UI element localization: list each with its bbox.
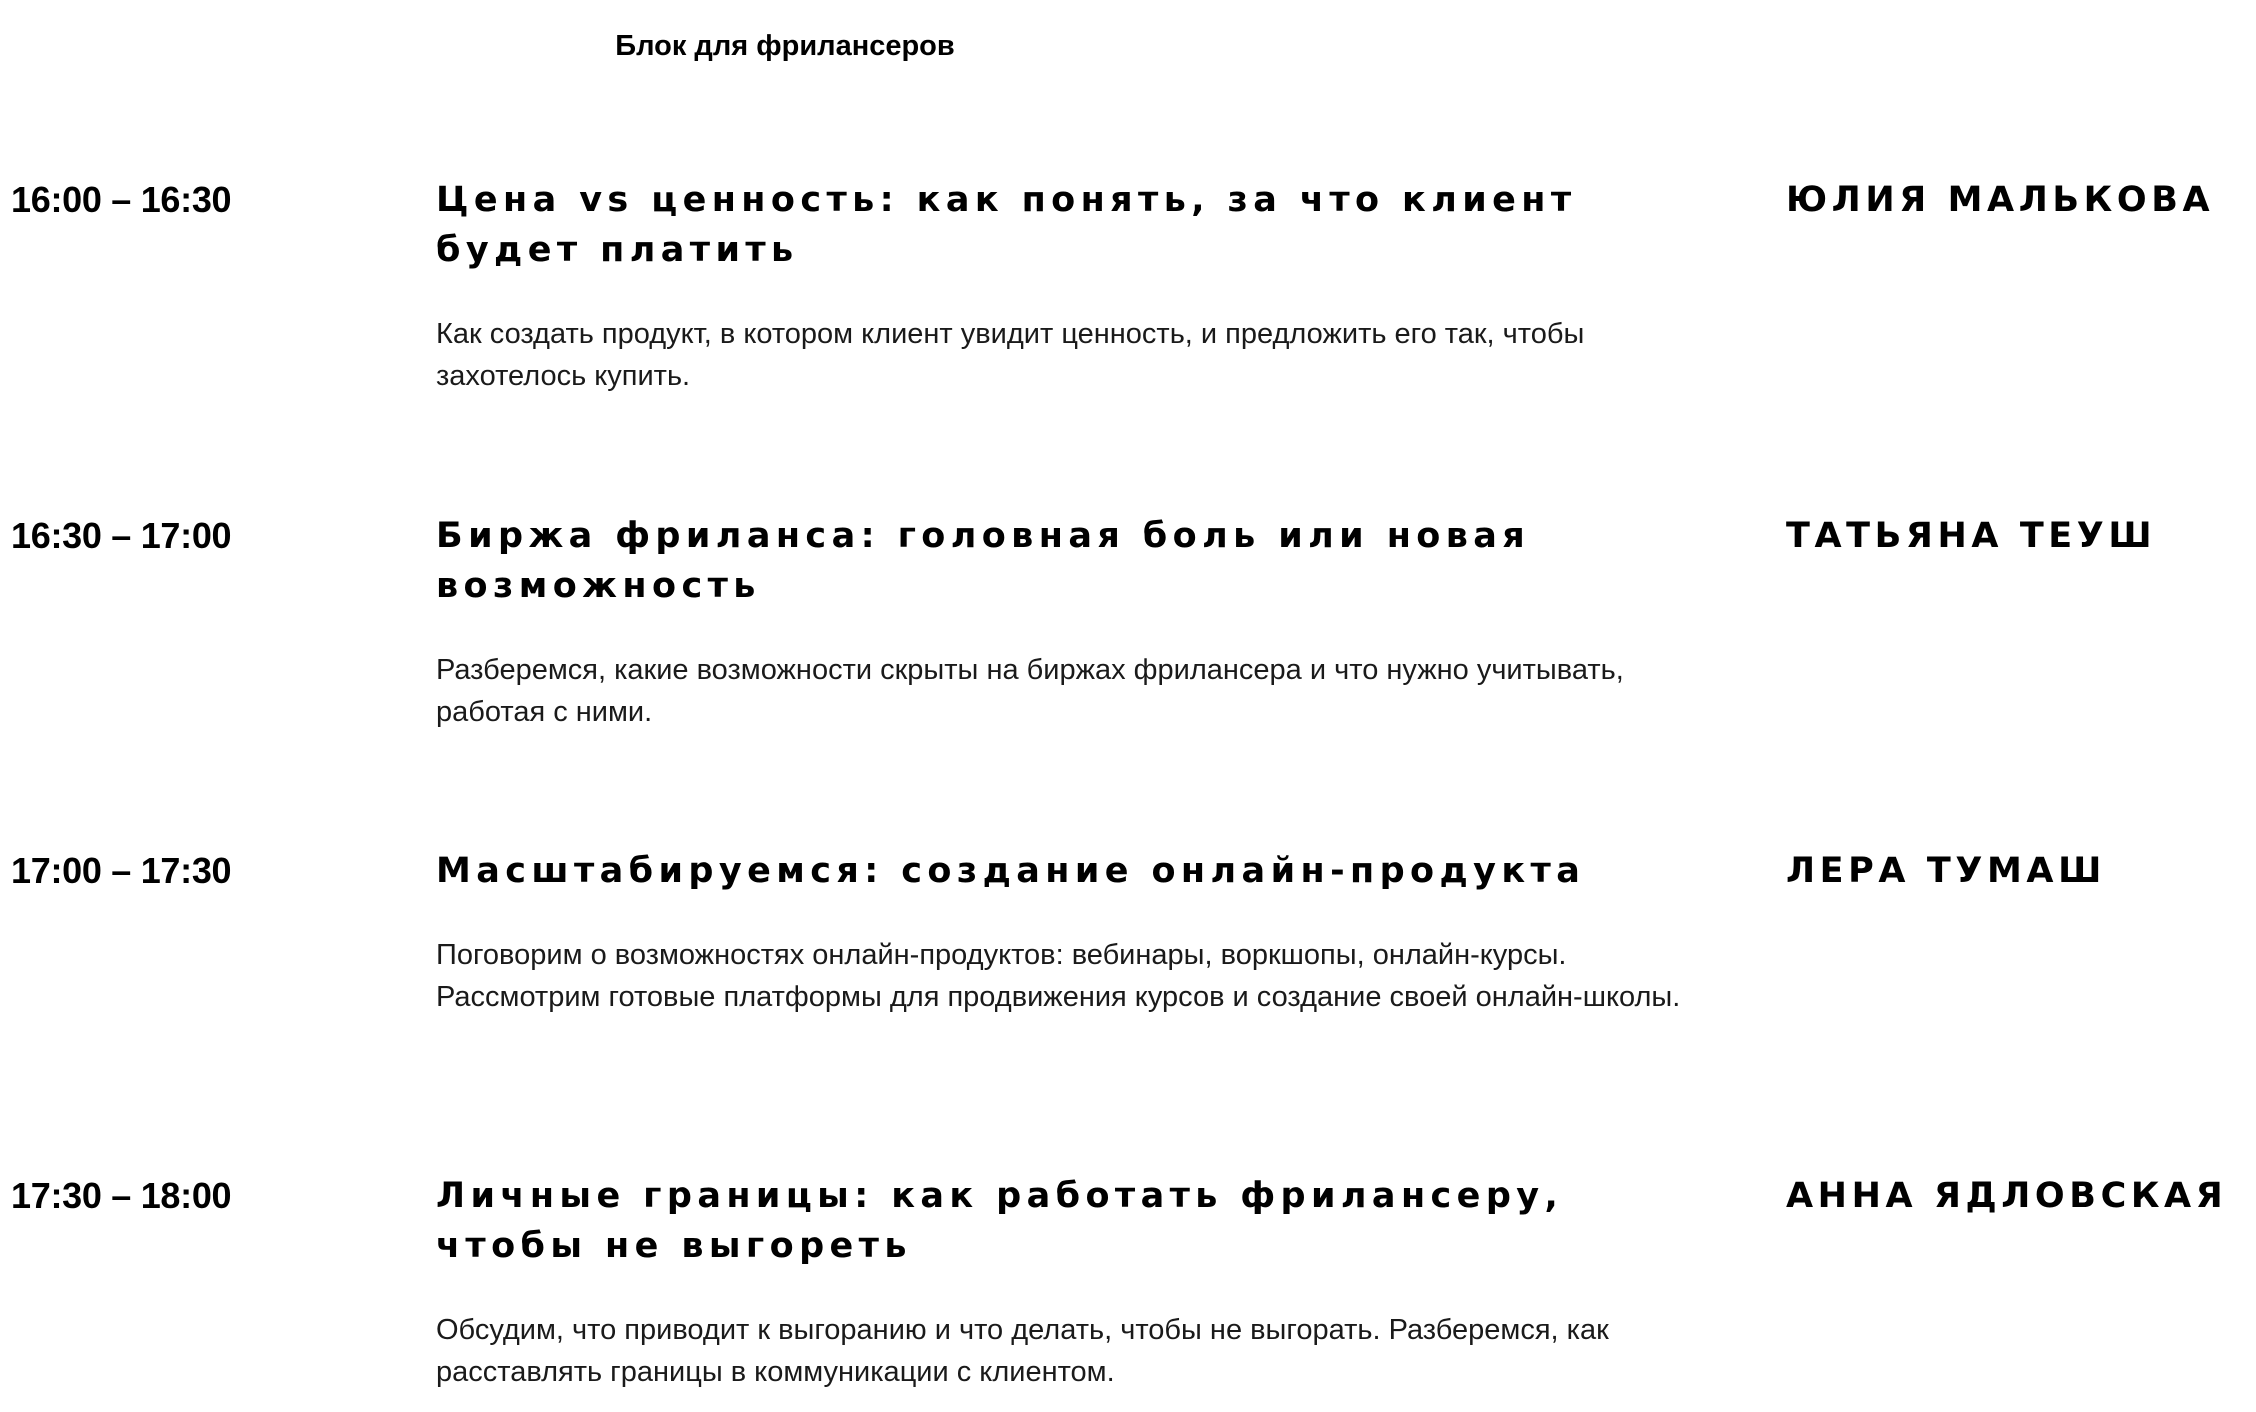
speaker-name: ЛЕРА ТУМАШ (1786, 851, 2106, 891)
session-content (436, 175, 1706, 397)
speaker-name: ТАТЬЯНА ТЕУШ (1786, 516, 2157, 556)
session-content (436, 846, 1706, 1018)
speaker-name: ЮЛИЯ МАЛЬКОВА (1786, 180, 2215, 220)
session-time: 17:00 – 17:30 (11, 850, 232, 891)
talk-description: Как создать продукт, в котором клиент увидит ценность, и предложить его так, чтобы захотелось купить. (436, 318, 1585, 392)
speaker-name: АННА ЯДЛОВСКАЯ (1786, 1176, 2228, 1216)
session-time: 17:30 – 18:00 (11, 1175, 232, 1216)
section-title: Блок для фрилансеров (615, 30, 955, 62)
talk-description: Обсудим, что приводит к выгоранию и что делать, чтобы не выгорать. Разберемся, как расставлять границы в коммуникации с клиентом. (436, 1314, 1609, 1388)
talk-title: Личные границы: как работать фрилансеру, чтобы не выгореть (436, 1176, 1564, 1266)
talk-description: Поговорим о возможностях онлайн-продуктов: вебинары, воркшопы, онлайн-курсы. Рассмотрим готовые платформы для продвижения курсов и создание своей онлайн-школы. (436, 939, 1681, 1013)
session-content (436, 1171, 1706, 1393)
talk-title: Цена vs ценность: как понять, за что клиент будет платить (436, 180, 1577, 270)
talk-title: Масштабируемся: создание онлайн-продукта (436, 851, 1586, 891)
talk-description: Разберемся, какие возможности скрыты на биржах фрилансера и что нужно учитывать, работая с ними. (436, 654, 1624, 728)
session-time: 16:30 – 17:00 (11, 515, 232, 556)
session-content (436, 511, 1706, 733)
talk-title: Биржа фриланса: головная боль или новая возможность (436, 516, 1531, 606)
session-time: 16:00 – 16:30 (11, 179, 232, 220)
